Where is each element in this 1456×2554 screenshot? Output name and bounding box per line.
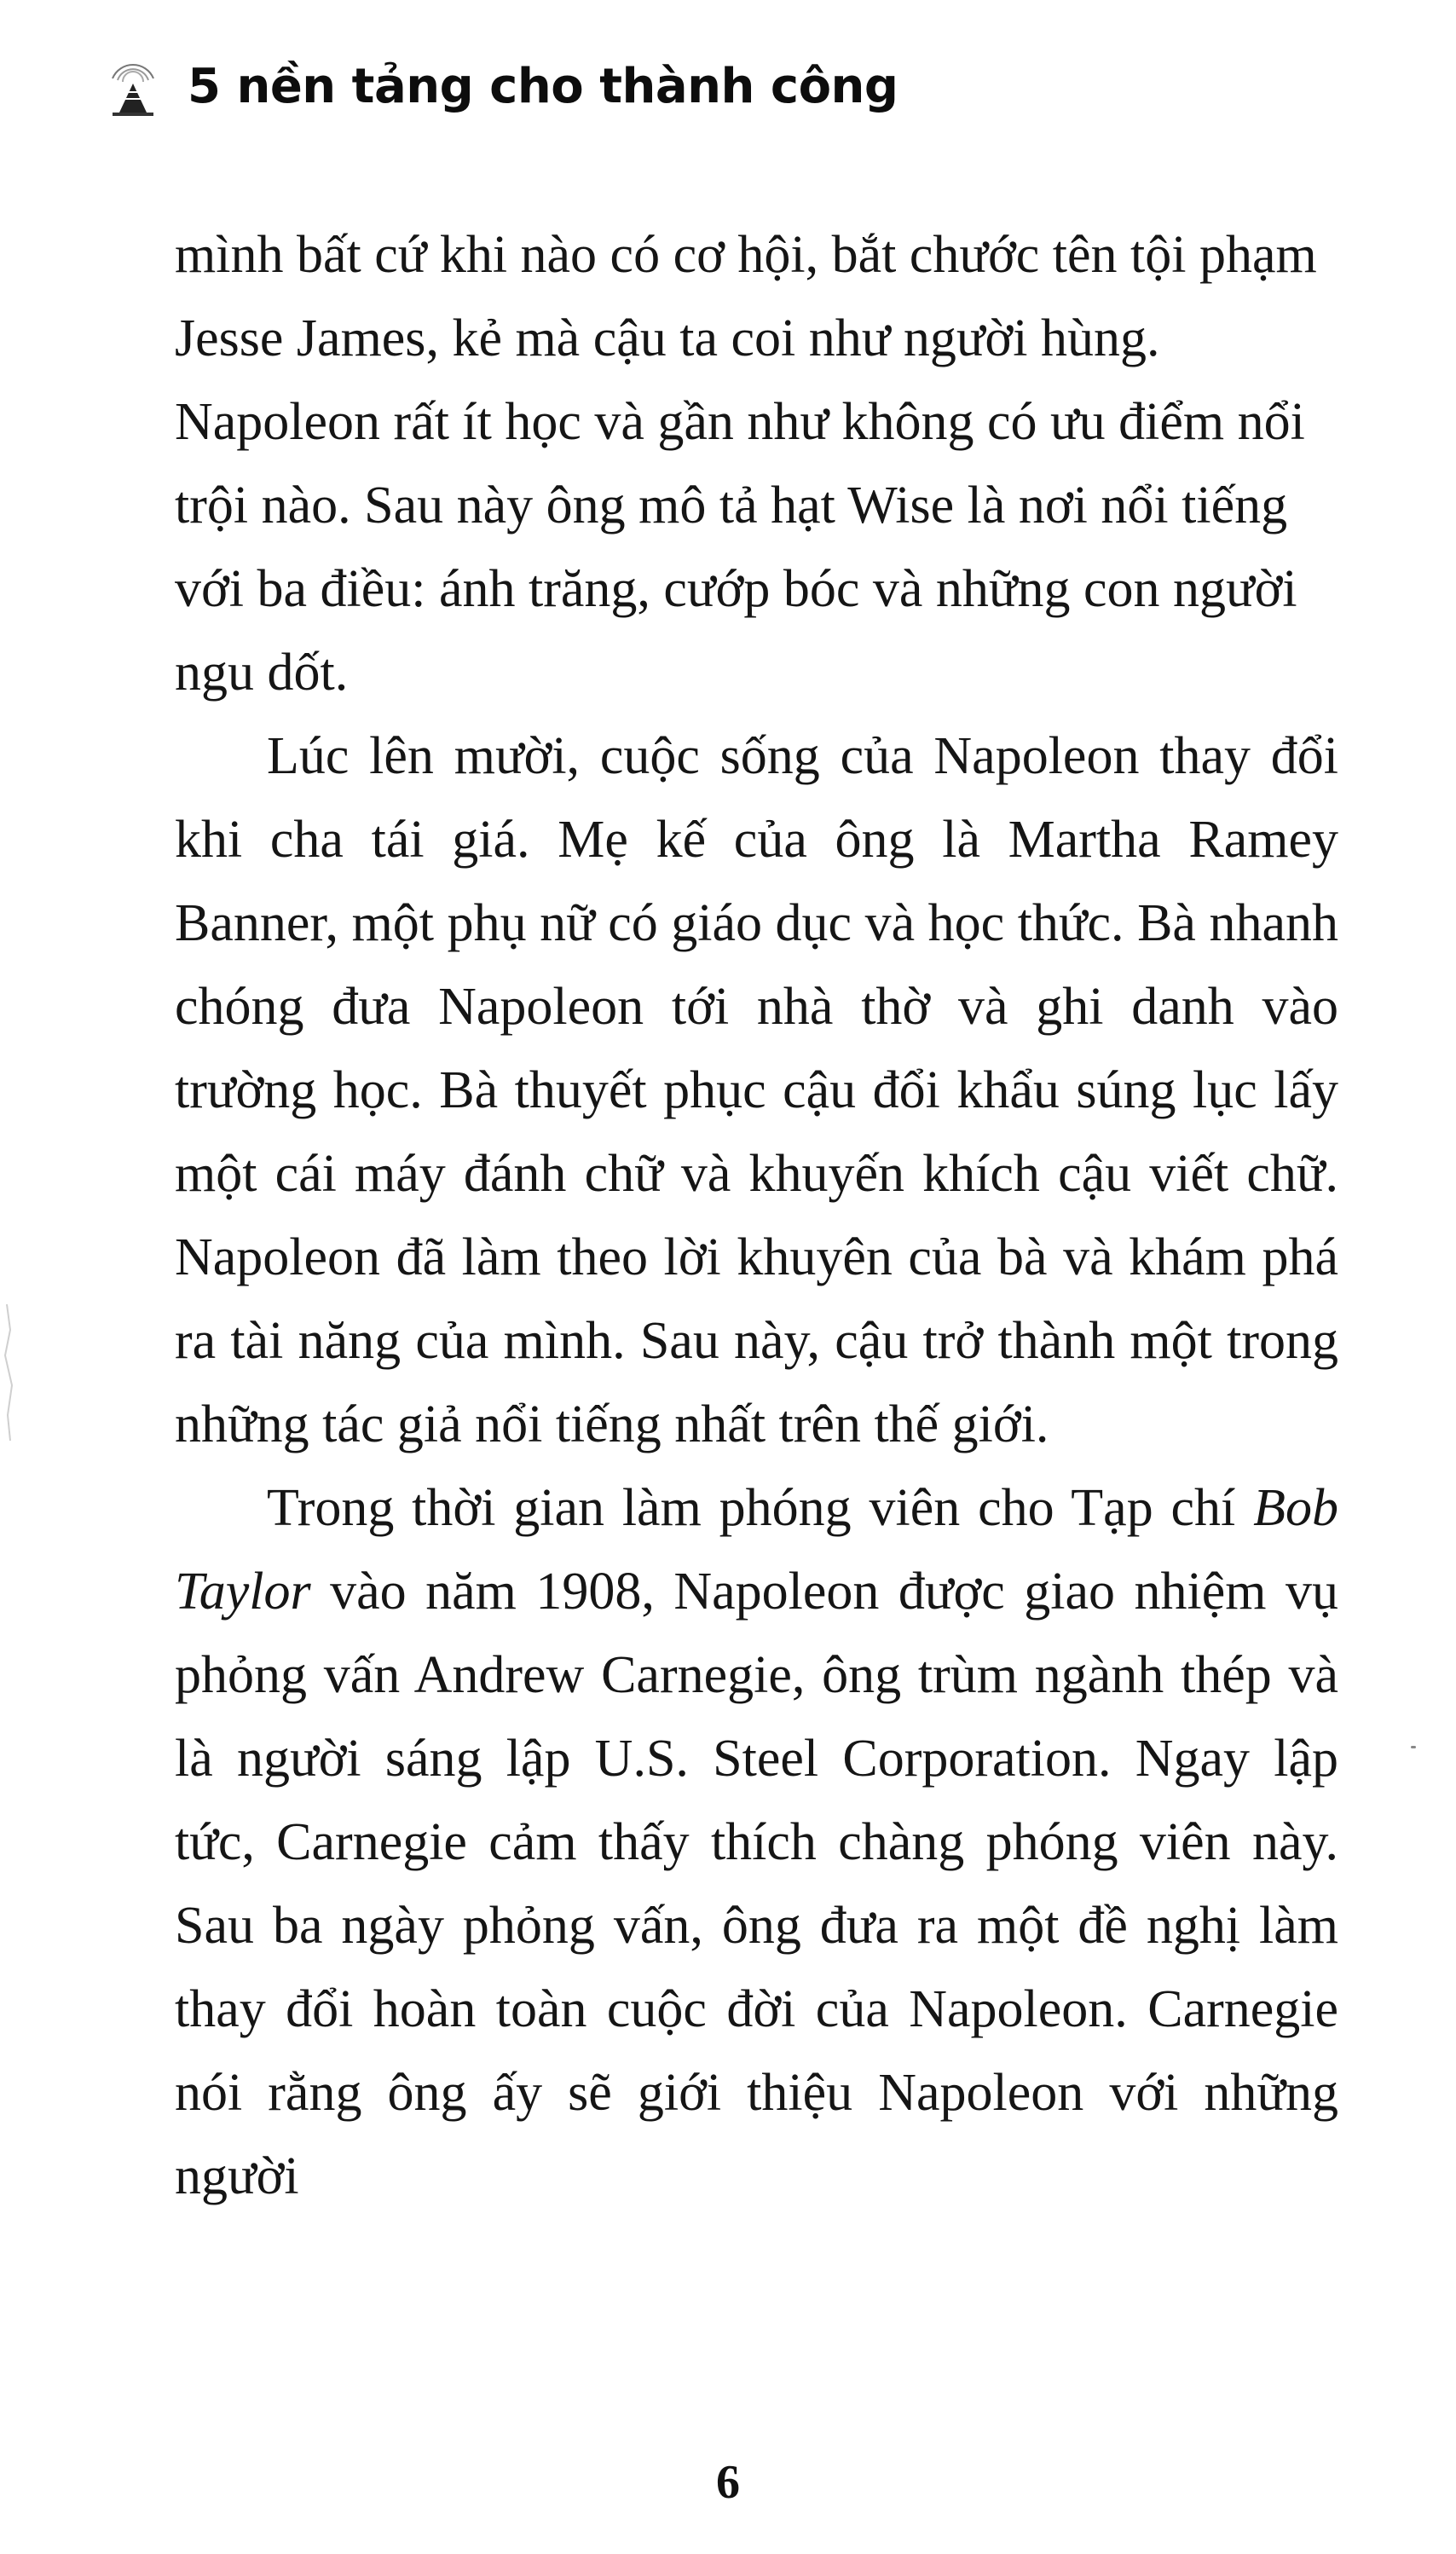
running-head-title: 5 nền tảng cho thành công <box>188 58 898 114</box>
paragraph-text-segment: Trong thời gian làm phóng viên cho Tạp chí <box>267 1479 1254 1537</box>
scan-edge-mark <box>0 1304 20 1441</box>
book-body-text <box>175 213 1338 2218</box>
paragraph-continued: mình bất cứ khi nào có cơ hội, bắt chước tên tội phạm Jesse James, kẻ mà cậu ta coi như người hùng. Napoleon rất ít học và gần như không có ưu điểm nổi trội nào. Sau này ông mô tả hạt Wise là nơi nổi tiếng với ba điều: ánh trăng, cướp bóc và những con người ngu dốt. <box>175 226 1317 702</box>
paragraph-text-segment: vào năm 1908, Napoleon được giao nhiệm vụ phỏng vấn Andrew Carnegie, ông trùm ngành thép và là người sáng lập U.S. Steel Corporation. Ngay lập tức, Carnegie cảm thấy thích chàng phóng viên này. Sau ba ngày phỏng vấn, ông đưa ra một đề nghị làm thay đổi hoàn toàn cuộc đời của Napoleon. Carnegie nói rằng ông ấy sẽ giới thiệu Napoleon với những người <box>175 1563 1338 2205</box>
scan-speck <box>1411 1746 1416 1748</box>
paragraph-stepmother: Lúc lên mười, cuộc sống của Napoleon thay đổi khi cha tái giá. Mẹ kế của ông là Martha Ramey Banner, một phụ nữ có giáo dục và học thức. Bà nhanh chóng đưa Napoleon tới nhà thờ và ghi danh vào trường học. Bà thuyết phục cậu đổi khẩu súng lục lấy một cái máy đánh chữ và khuyến khích cậu viết chữ. Napoleon đã làm theo lời khuyên của bà và khám phá ra tài năng của mình. Sau này, cậu trở thành một trong những tác giả nổi tiếng nhất trên thế giới. <box>175 727 1338 1453</box>
paragraph-carnegie-interview <box>175 1466 1338 2218</box>
magazine-title: Bob Taylor <box>175 1479 1338 1621</box>
page-number: 6 <box>716 2456 740 2509</box>
pyramid-emblem-icon <box>101 49 165 123</box>
running-header <box>101 49 898 123</box>
